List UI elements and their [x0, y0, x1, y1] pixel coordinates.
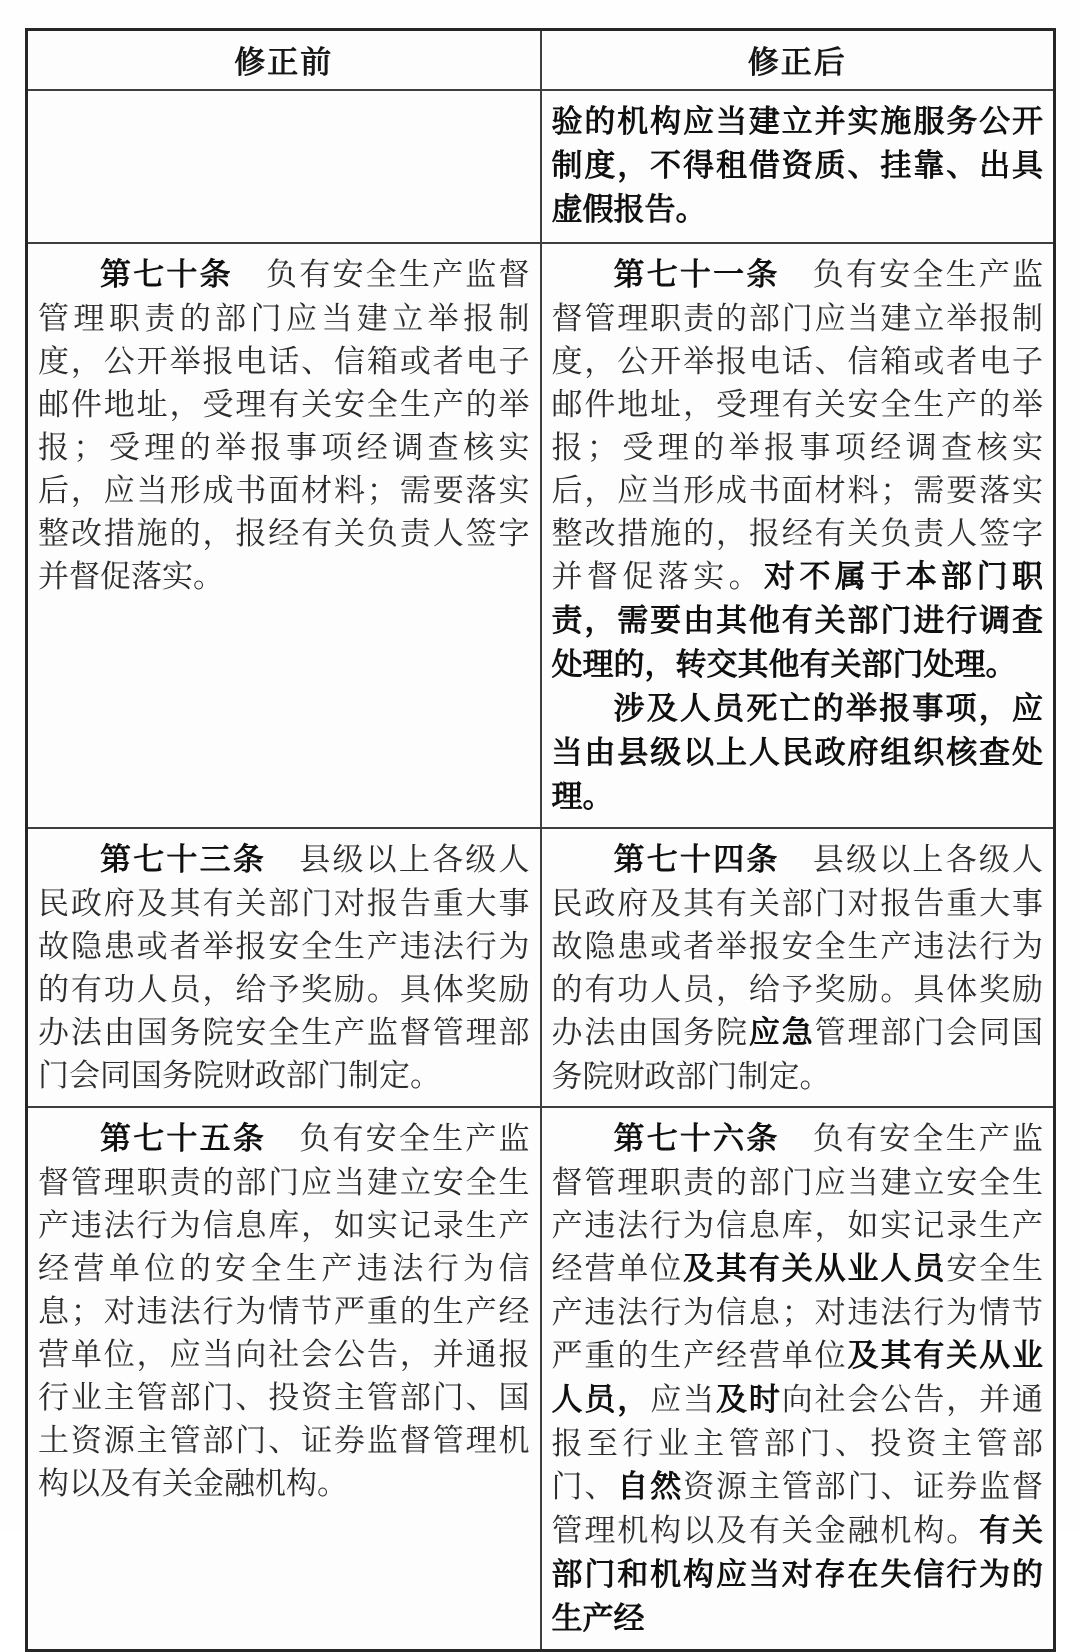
amended-text-segment: 及时	[715, 1381, 782, 1418]
text-segment: 负有安全生产监督管理职责的部门应当建立安全生产违法行为信息库，如实记录生产经营单位	[551, 1120, 1044, 1286]
table-row	[27, 828, 1055, 1107]
paragraph	[552, 253, 1044, 687]
text-segment: 负有安全生产监督管理职责的部门应当建立举报制度，公开举报电话、信箱或者电子邮件地址，受理有关安全生产的举报；受理的举报事项经调查核实后，应当形成书面材料；需要落实整改措施的，报经有关负责人签字并督促落实。	[38, 256, 530, 594]
cell-after	[541, 1107, 1055, 1651]
amended-text-segment: 验的机构应当建立并实施服务公开制度，不得租借资质、挂靠、出具虚假报告。	[551, 103, 1043, 228]
amended-text-segment: 第七十一条	[613, 256, 780, 293]
amended-text-segment: 涉及人员死亡的举报事项，应当由县级以上人民政府组织核查处理。	[551, 690, 1043, 815]
paragraph	[552, 1117, 1044, 1641]
amended-text-segment: 及其有关从业人员，	[551, 1337, 1044, 1418]
cell-after	[541, 90, 1055, 243]
amended-text-segment: 及其有关从业人员	[683, 1250, 947, 1287]
cell-before	[27, 243, 541, 828]
paragraph	[38, 253, 530, 598]
paragraph	[38, 1117, 530, 1505]
comparison-table	[25, 28, 1056, 1652]
table-header	[27, 30, 1055, 90]
cell-before	[27, 828, 541, 1107]
text-segment: 管理部门会同国务院财政部门制定。	[551, 1014, 1044, 1094]
amended-text-segment: 第七十三条	[100, 841, 267, 878]
paragraph	[552, 687, 1044, 819]
amended-text-segment: 对不属于本部门职责，需要由其他有关部门进行调查处理的，转交其他有关部门处理。	[551, 558, 1044, 683]
text-segment: 安全生产违法行为信息；对违法行为情节严重的生产经营单位	[551, 1250, 1044, 1373]
paragraph	[552, 838, 1044, 1098]
amended-text-segment: 第七十条	[100, 256, 233, 293]
amended-text-segment: 有关部门和机构应当对存在失信行为的生产经	[551, 1512, 1044, 1637]
table-row	[27, 90, 1055, 243]
table-row	[27, 243, 1055, 828]
text-segment: 县级以上各级人民政府及其有关部门对报告重大事故隐患或者举报安全生产违法行为的有功人员，给予奖励。具体奖励办法由国务院安全生产监督管理部门会同国务院财政部门制定。	[38, 841, 530, 1093]
text-segment: 应当	[650, 1381, 716, 1417]
text-segment: 负有安全生产监督管理职责的部门应当建立举报制度，公开举报电话、信箱或者电子邮件地址，受理有关安全生产的举报；受理的举报事项经调查核实后，应当形成书面材料；需要落实整改措施的，报经有关负责人签字并督促落实。	[551, 256, 1044, 594]
table-body	[27, 90, 1055, 1651]
cell-before	[27, 90, 541, 243]
cell-after	[541, 828, 1055, 1107]
text-segment: 向社会公告，并通报至行业主管部门、投资主管部门、	[551, 1381, 1044, 1504]
table-row	[27, 1107, 1055, 1651]
header-row	[27, 30, 1055, 90]
text-segment: 县级以上各级人民政府及其有关部门对报告重大事故隐患或者举报安全生产违法行为的有功人员，给予奖励。具体奖励办法由国务院	[551, 841, 1044, 1050]
amended-text-segment: 第七十五条	[100, 1120, 267, 1157]
paragraph	[552, 100, 1044, 232]
cell-after	[541, 243, 1055, 828]
header-before: 修正前	[27, 30, 541, 90]
header-after: 修正后	[541, 30, 1055, 90]
paragraph	[38, 838, 530, 1097]
text-segment: 负有安全生产监督管理职责的部门应当建立安全生产违法行为信息库，如实记录生产经营单位的安全生产违法行为信息；对违法行为情节严重的生产经营单位，应当向社会公告，并通报行业主管部门、投资主管部门、国土资源主管部门、证券监督管理机构以及有关金融机构。	[38, 1120, 530, 1501]
amended-text-segment: 第七十四条	[613, 841, 780, 878]
amended-text-segment: 自然	[617, 1468, 684, 1505]
text-segment: 资源主管部门、证券监督管理机构以及有关金融机构。	[551, 1468, 1044, 1548]
cell-before	[27, 1107, 541, 1651]
amended-text-segment: 应急	[748, 1014, 815, 1051]
amended-text-segment: 第七十六条	[613, 1120, 780, 1157]
